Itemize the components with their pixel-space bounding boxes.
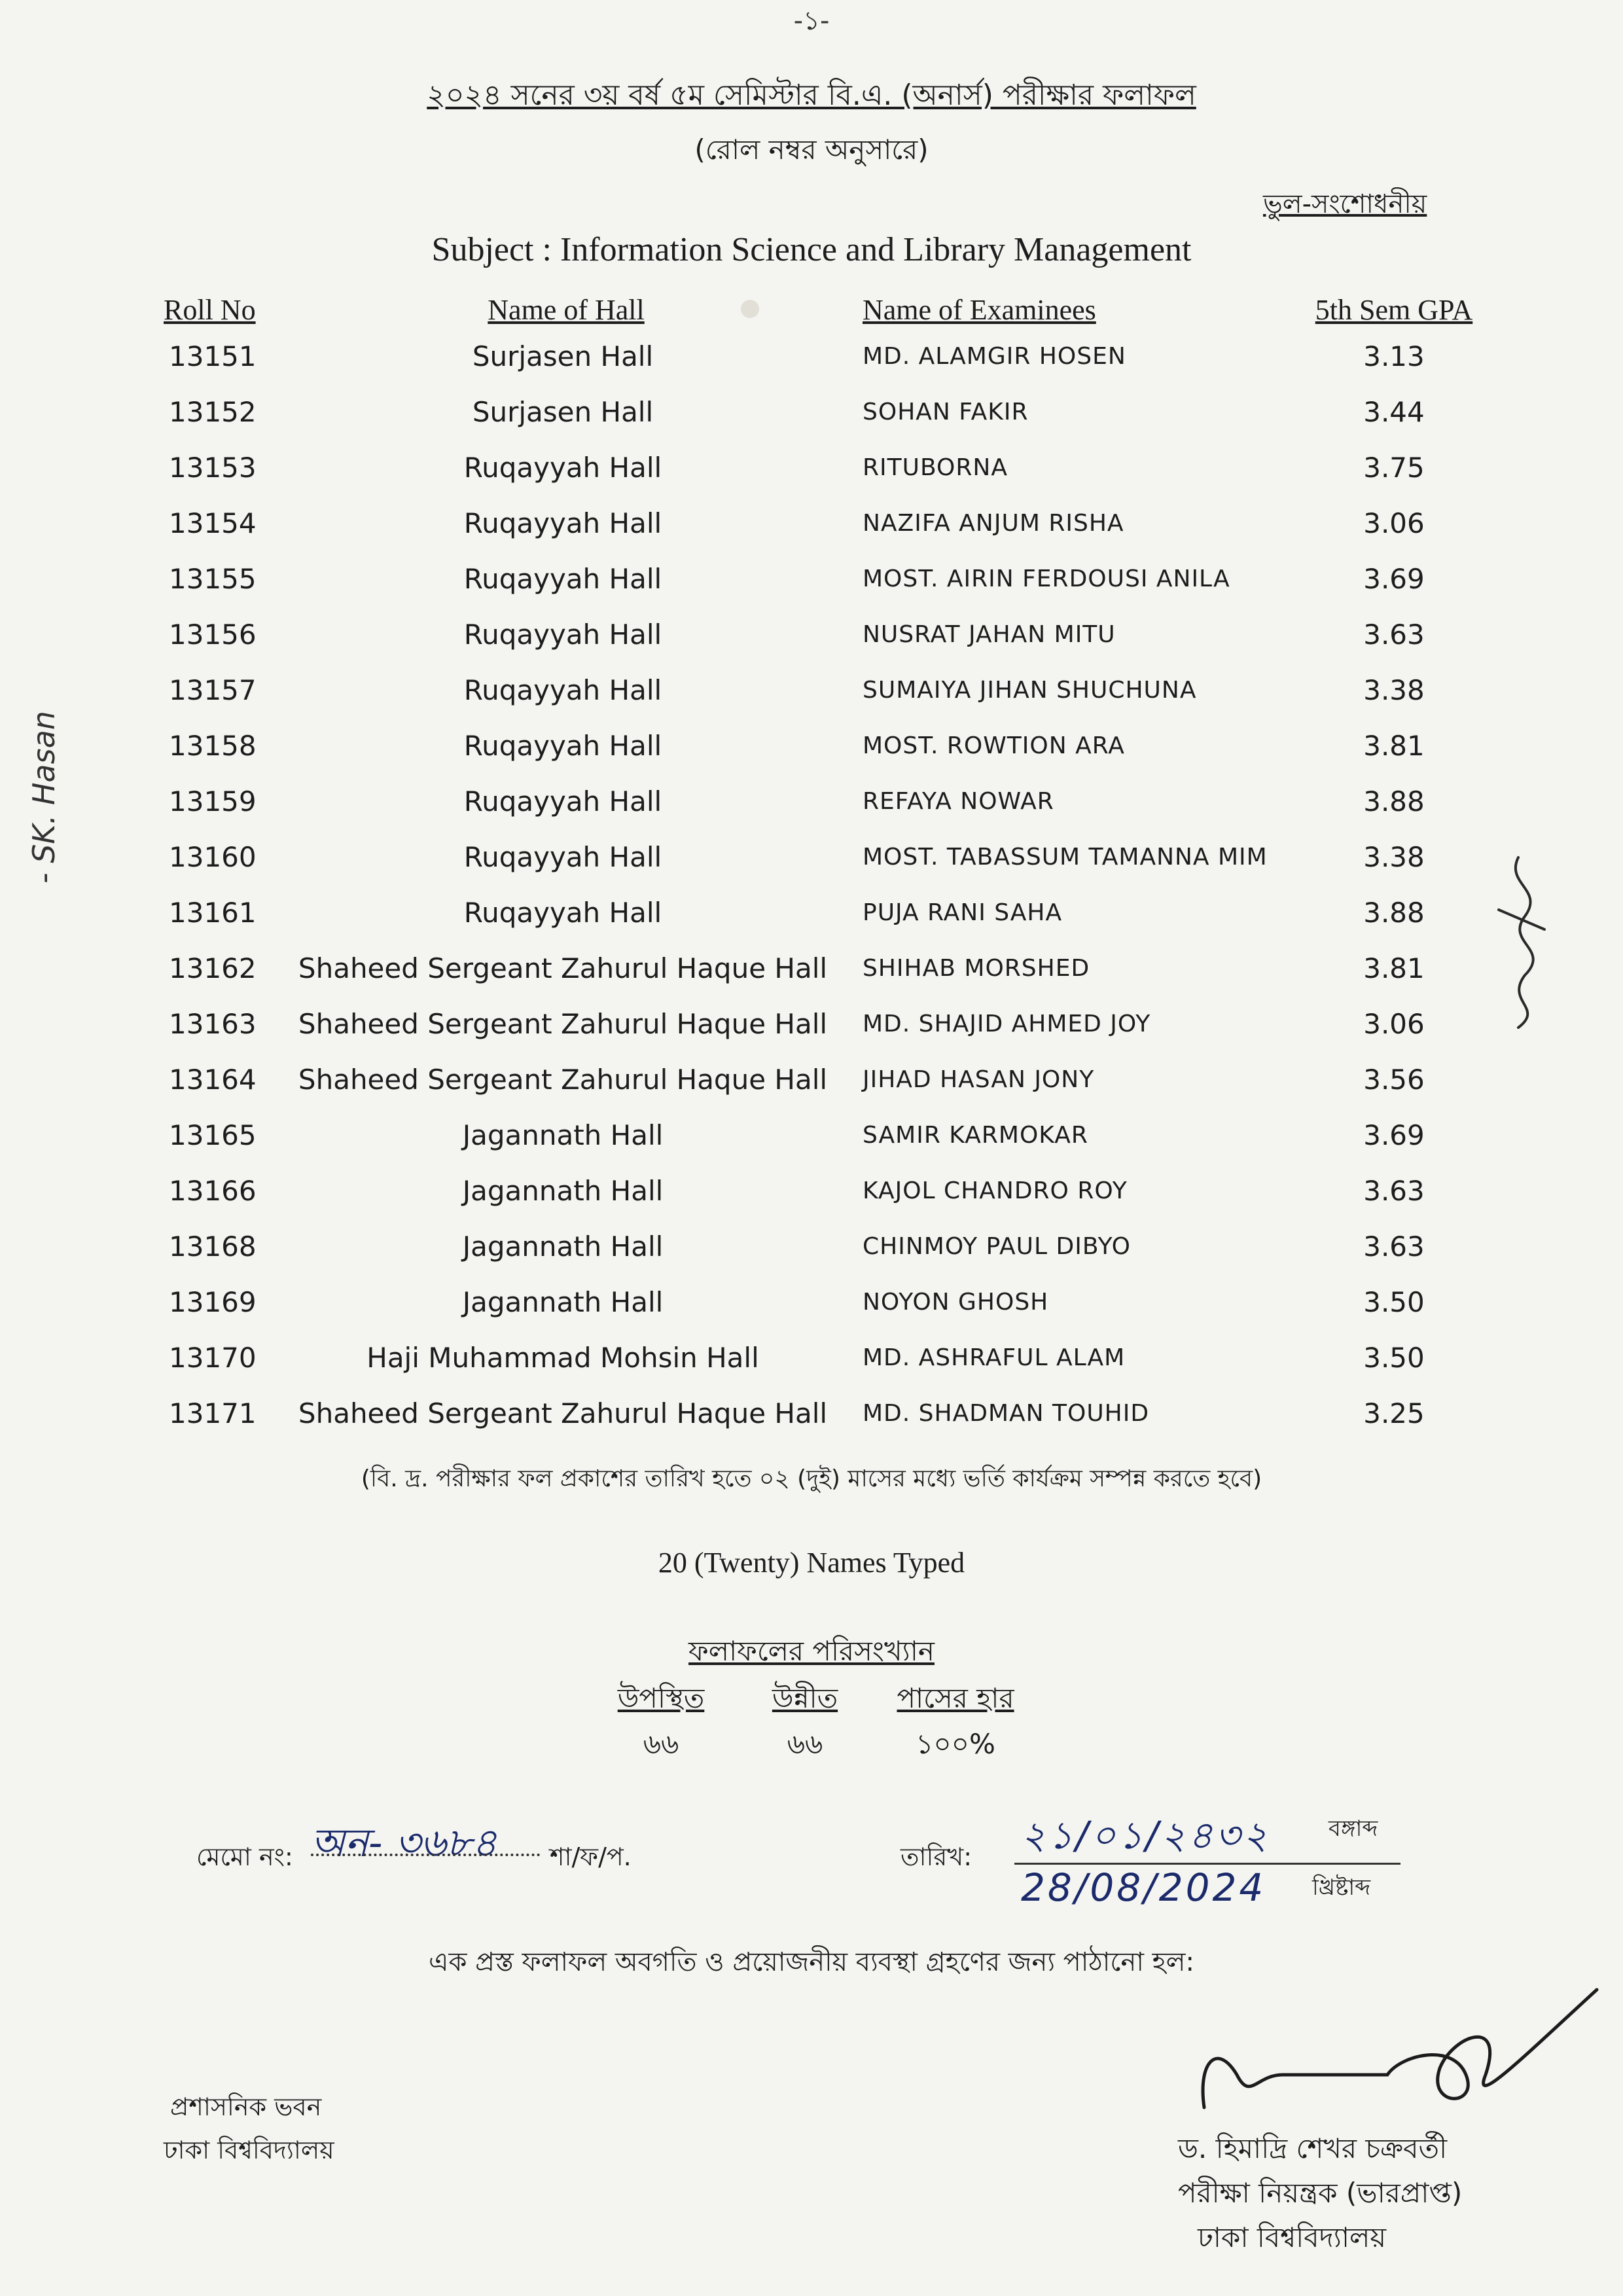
- roll-number: 13170: [169, 1342, 257, 1374]
- signatory-name: ড. হিমাদ্রি শেখর চক্রবর্তী: [1178, 2132, 1448, 2164]
- gpa-value: 3.38: [1363, 841, 1425, 873]
- hall-name: Ruqayyah Hall: [463, 674, 662, 706]
- hall-name: Shaheed Sergeant Zahurul Haque Hall: [298, 1064, 828, 1096]
- stats-present-value: ৬৬: [643, 1728, 679, 1760]
- header-roll: Roll No: [164, 294, 256, 326]
- table-row: [0, 1391, 1623, 1446]
- hall-name: Ruqayyah Hall: [463, 897, 662, 929]
- memo-label: মেমো নং:: [196, 1842, 293, 1871]
- table-row: [0, 946, 1623, 1001]
- hall-name: Ruqayyah Hall: [463, 563, 662, 595]
- gpa-value: 3.88: [1363, 785, 1425, 817]
- stats-pass-rate-label: পাসের হার: [897, 1682, 1014, 1714]
- roll-number: 13158: [169, 730, 257, 762]
- roll-number: 13165: [169, 1119, 257, 1151]
- date-gregorian-handwritten: 28/08/2024: [1021, 1865, 1266, 1910]
- office-university: ঢাকা বিশ্ববিদ্যালয়: [164, 2136, 334, 2164]
- date-divider: [1014, 1863, 1400, 1865]
- hall-name: Surjasen Hall: [472, 396, 654, 428]
- forward-note: এক প্রস্ত ফলাফল অবগতি ও প্রয়োজনীয় ব্যবস্থা গ্রহণের জন্য পাঠানো হল:: [429, 1947, 1194, 1977]
- gpa-value: 3.50: [1363, 1286, 1425, 1318]
- hall-name: Surjasen Hall: [472, 340, 654, 372]
- hall-name: Shaheed Sergeant Zahurul Haque Hall: [298, 1397, 828, 1429]
- gpa-value: 3.13: [1363, 340, 1425, 372]
- gpa-value: 3.63: [1363, 619, 1425, 651]
- examinee-name: NAZIFA ANJUM RISHA: [863, 510, 1124, 537]
- gpa-value: 3.50: [1363, 1342, 1425, 1374]
- examinee-name: KAJOL CHANDRO ROY: [863, 1177, 1128, 1204]
- table-row: [0, 1280, 1623, 1335]
- examinee-name: RITUBORNA: [863, 454, 1008, 481]
- gpa-value: 3.63: [1363, 1230, 1425, 1263]
- controller-signature: [1178, 1977, 1610, 2127]
- table-row: [0, 834, 1623, 890]
- signatory-org: ঢাকা বিশ্ববিদ্যালয়: [1198, 2221, 1387, 2253]
- gpa-value: 3.75: [1363, 452, 1425, 484]
- table-row: [0, 334, 1623, 389]
- roll-number: 13163: [169, 1008, 257, 1040]
- examinee-name: NOYON GHOSH: [863, 1289, 1049, 1316]
- hall-name: Ruqayyah Hall: [463, 841, 662, 873]
- subject-heading: Subject : Information Science and Library Management: [431, 231, 1192, 268]
- margin-initials-signature: [1479, 844, 1564, 1041]
- table-row: [0, 1001, 1623, 1057]
- table-row: [0, 501, 1623, 556]
- table-row: [0, 556, 1623, 612]
- examinee-name: MOST. TABASSUM TAMANNA MIM: [863, 844, 1268, 870]
- roll-number: 13160: [169, 841, 257, 873]
- admission-footnote: (বি. দ্র. পরীক্ষার ফল প্রকাশের তারিখ হতে ০২ (দুই) মাসের মধ্যে ভর্তি কার্যক্রম সম্পন্ন করতে হবে): [361, 1465, 1262, 1492]
- hall-name: Jagannath Hall: [462, 1286, 664, 1318]
- gpa-value: 3.69: [1363, 563, 1425, 595]
- stats-promoted-value: ৬৬: [787, 1728, 823, 1760]
- hall-name: Shaheed Sergeant Zahurul Haque Hall: [298, 952, 828, 984]
- table-row: [0, 890, 1623, 946]
- page-number: -১-: [793, 6, 830, 36]
- examinee-name: MD. SHADMAN TOUHID: [863, 1400, 1150, 1427]
- examinee-name: NUSRAT JAHAN MITU: [863, 621, 1116, 648]
- table-row: [0, 779, 1623, 834]
- date-label: তারিখ:: [901, 1842, 972, 1871]
- hall-name: Jagannath Hall: [462, 1175, 664, 1207]
- hall-name: Ruqayyah Hall: [463, 730, 662, 762]
- examinee-name: MD. SHAJID AHMED JOY: [863, 1011, 1151, 1037]
- roll-number: 13152: [169, 396, 257, 428]
- roll-number: 13164: [169, 1064, 257, 1096]
- roll-number: 13168: [169, 1230, 257, 1263]
- exam-title: ২০২৪ সনের ৩য় বর্ষ ৫ম সেমিস্টার বি.এ. (অনার্স) পরীক্ষার ফলাফল: [427, 79, 1196, 112]
- hall-name: Ruqayyah Hall: [463, 507, 662, 539]
- stats-pass-rate-value: ১০০%: [916, 1728, 995, 1760]
- header-hall: Name of Hall: [488, 294, 645, 326]
- header-gpa: 5th Sem GPA: [1315, 294, 1473, 326]
- signatory-title: পরীক্ষা নিয়ন্ত্রক (ভারপ্রাপ্ত): [1178, 2177, 1463, 2209]
- table-row: [0, 1335, 1623, 1391]
- table-row: [0, 1224, 1623, 1280]
- result-table: [0, 334, 1623, 1446]
- gpa-value: 3.88: [1363, 897, 1425, 929]
- correction-label: ভুল-সংশোধনীয়: [1263, 189, 1427, 219]
- examinee-name: MOST. ROWTION ARA: [863, 732, 1125, 759]
- examinee-name: PUJA RANI SAHA: [863, 899, 1063, 926]
- examinee-name: SOHAN FAKIR: [863, 399, 1029, 425]
- examinee-name: REFAYA NOWAR: [863, 788, 1054, 815]
- table-row: [0, 1168, 1623, 1224]
- roll-number: 13153: [169, 452, 257, 484]
- stats-promoted-label: উন্নীত: [772, 1682, 838, 1714]
- roll-number: 13154: [169, 507, 257, 539]
- roll-number: 13166: [169, 1175, 257, 1207]
- gpa-value: 3.25: [1363, 1397, 1425, 1429]
- roll-number: 13157: [169, 674, 257, 706]
- examinee-name: MOST. AIRIN FERDOUSI ANILA: [863, 565, 1230, 592]
- hall-name: Jagannath Hall: [462, 1119, 664, 1151]
- header-name: Name of Examinees: [863, 294, 1096, 326]
- table-row: [0, 445, 1623, 501]
- office-building: প্রশাসনিক ভবন: [170, 2092, 322, 2121]
- hall-name: Ruqayyah Hall: [463, 619, 662, 651]
- roll-number: 13171: [169, 1397, 257, 1429]
- examinee-name: SUMAIYA JIHAN SHUCHUNA: [863, 677, 1197, 704]
- roll-number: 13161: [169, 897, 257, 929]
- table-row: [0, 1057, 1623, 1113]
- table-row: [0, 723, 1623, 779]
- hall-name: Haji Muhammad Mohsin Hall: [366, 1342, 759, 1374]
- examinee-name: MD. ASHRAFUL ALAM: [863, 1344, 1126, 1371]
- memo-dotted-line: [311, 1854, 540, 1856]
- names-typed-count: 20 (Twenty) Names Typed: [658, 1547, 965, 1579]
- roll-number: 13155: [169, 563, 257, 595]
- roll-number: 13151: [169, 340, 257, 372]
- gpa-value: 3.63: [1363, 1175, 1425, 1207]
- stats-present-label: উপস্থিত: [617, 1682, 705, 1714]
- hall-name: Jagannath Hall: [462, 1230, 664, 1263]
- gpa-value: 3.06: [1363, 1008, 1425, 1040]
- gpa-value: 3.44: [1363, 396, 1425, 428]
- table-row: [0, 389, 1623, 445]
- memo-suffix: শা/ফ/প.: [550, 1842, 632, 1871]
- examinee-name: SAMIR KARMOKAR: [863, 1122, 1088, 1149]
- examinee-name: MD. ALAMGIR HOSEN: [863, 343, 1126, 370]
- table-row: [0, 668, 1623, 723]
- roll-number: 13162: [169, 952, 257, 984]
- table-row: [0, 1113, 1623, 1168]
- gpa-value: 3.38: [1363, 674, 1425, 706]
- gpa-value: 3.81: [1363, 952, 1425, 984]
- hall-name: Ruqayyah Hall: [463, 785, 662, 817]
- order-note: (রোল নম্বর অনুসারে): [694, 134, 929, 166]
- hall-name: Ruqayyah Hall: [463, 452, 662, 484]
- gpa-value: 3.81: [1363, 730, 1425, 762]
- examinee-name: JIHAD HASAN JONY: [863, 1066, 1095, 1093]
- gpa-value: 3.56: [1363, 1064, 1425, 1096]
- hall-name: Shaheed Sergeant Zahurul Haque Hall: [298, 1008, 828, 1040]
- stats-title: ফলাফলের পরিসংখ্যান: [688, 1635, 935, 1667]
- roll-number: 13159: [169, 785, 257, 817]
- examinee-name: CHINMOY PAUL DIBYO: [863, 1233, 1131, 1260]
- roll-number: 13156: [169, 619, 257, 651]
- gpa-value: 3.69: [1363, 1119, 1425, 1151]
- examinee-name: SHIHAB MORSHED: [863, 955, 1090, 982]
- memo-number-handwritten: অন- ৩৬৮৪: [311, 1820, 497, 1866]
- date-bangla-handwritten: ২১/০১/২৪৩২: [1021, 1813, 1270, 1857]
- roll-number: 13169: [169, 1286, 257, 1318]
- table-row: [0, 612, 1623, 668]
- date-gregorian-era: খ্রিষ্টাব্দ: [1312, 1874, 1371, 1901]
- margin-handwritten-note: - SK. Hasan: [26, 711, 62, 884]
- date-bangla-era: বঙ্গাব্দ: [1329, 1816, 1378, 1842]
- gpa-value: 3.06: [1363, 507, 1425, 539]
